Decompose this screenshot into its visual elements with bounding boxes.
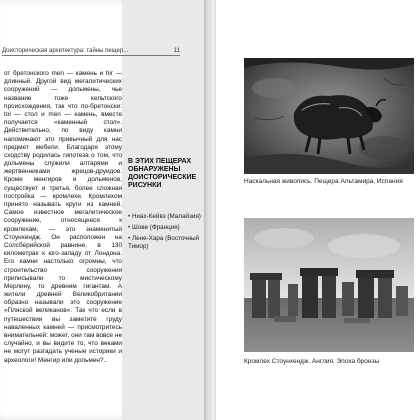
figure-caption: Наскальная живопись. Пещера Альтамира, Испания (244, 178, 403, 185)
running-header (2, 48, 180, 56)
cave-painting-photo (244, 58, 414, 174)
list-item: • Шове (Франция) (128, 223, 180, 231)
body-paragraph: от бретонского men — камень и hir — длинный. Другой вид мегалитических сооружений — дольмены, чье название тоже кельтского происхождения, так что по-бретонски: tol — стол и men — камень, вместе получается «каменный стол». Действительно, по виду камни напоминают это привычный для нас предмет мебели. Благодаря этому сходству родилась гипотеза о том, что дольмены служили алтарями и жертвенниками жрецов-друидов. Кроме менгиров и дольменов, существует и третья, более сложная постройка — кромлехи. Кромлехом принято называть круги из камней. Самое известное мегалитическое сооружение, относящееся к кромлехам, — это знаменитый Стоунхендж. Он расположен на Солсберийской равнине, в 130 километрах к юго-западу от Лондона. Его камни настолько огромны, что строительство сооружения приписывали то мистическому Мерлину, то древним гигантам. А жители древней Великобритании образно называли это сооружение «Пляской великанов». Так что если в путешествии вы заметите груду наваленных камней — присмотритесь внимательней: может, они там вовсе не случайно, и вы видите то, что веками не могут разгадать ученые историки и археологи! Менгир или дольмен?.. (4, 70, 122, 364)
running-title: Доисторическая архитектура: тайны пещер... (2, 48, 129, 54)
sidebar-heading: В ЭТИХ ПЕЩЕРАХ ОБНАРУЖЕНЫ ДОИСТОРИЧЕСКИЕ РИСУНКИ (128, 158, 197, 190)
figure-caption: Кромлех Стоунхендж. Англия. Эпоха бронзы (244, 358, 380, 365)
list-item: • Ниах-Кейвз (Малайзия) (128, 213, 201, 220)
cave-list (128, 213, 204, 253)
list-item: • Лене-Хара (Восточный Тимор) (128, 234, 200, 250)
page-number: 11 (173, 48, 180, 54)
book-gutter (204, 0, 216, 420)
stonehenge-photo (244, 218, 414, 352)
sidebar-panel (122, 0, 212, 420)
main-body-text (4, 70, 122, 365)
